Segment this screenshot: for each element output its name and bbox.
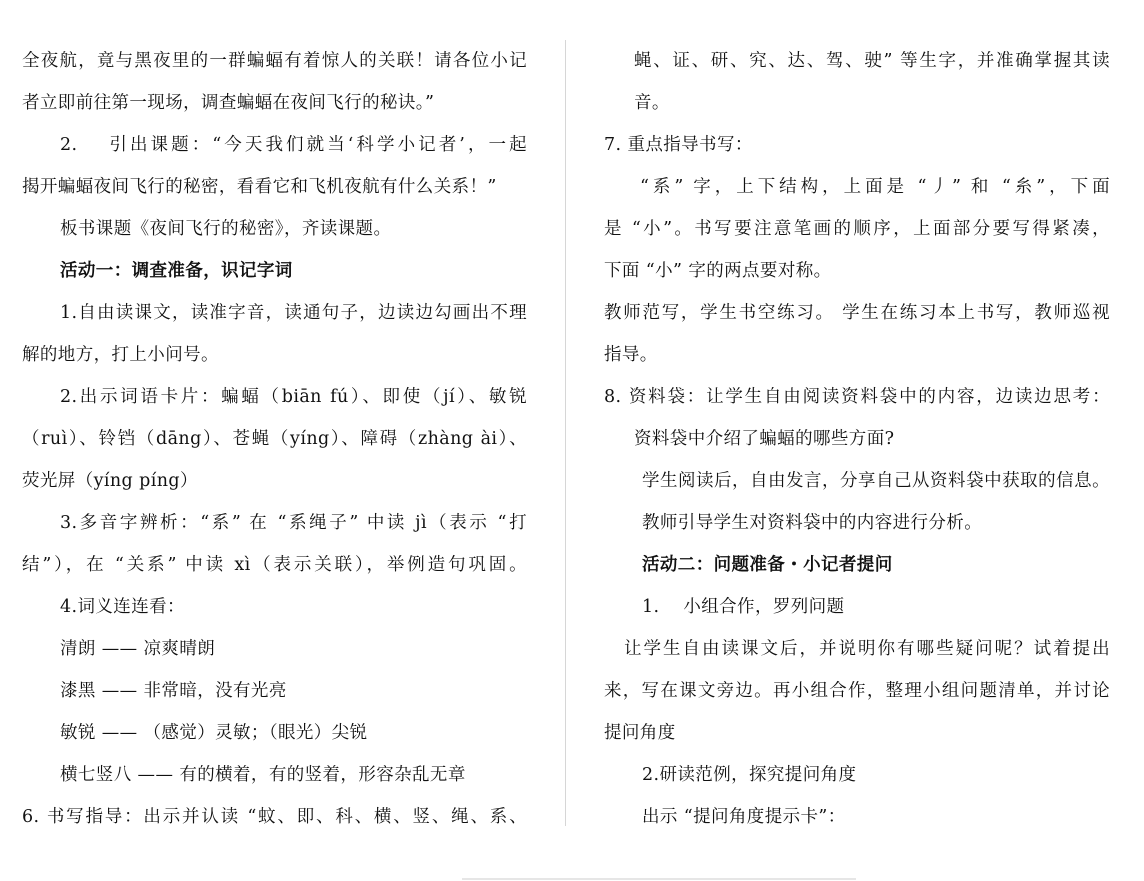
text-line: 解的地方，打上小问号。 xyxy=(22,345,219,365)
text-line: 8. 资料袋：让学生自由阅读资料袋中的内容，边读边思考： xyxy=(604,387,1110,407)
text-line: 教师引导学生对资料袋中的内容进行分析。 xyxy=(642,513,983,533)
text-line: 出示 “提问角度提示卡”： xyxy=(642,807,846,827)
text-line: 活动二：问题准备・小记者提问 xyxy=(642,555,893,575)
text-line: 下面 “小” 字的两点要对称。 xyxy=(604,261,832,281)
text-line: （ruì）、铃铛（dāng）、苍蝇（yíng）、障碍（zhàng ài）、 xyxy=(22,429,527,449)
text-line: 1.自由读课文，读准字音，读通句子，边读边勾画出不理 xyxy=(60,303,527,323)
text-line: 结”），在 “关系” 中读 xì（表示关联），举例造句巩固。 xyxy=(22,555,527,575)
text-line: 音。 xyxy=(634,93,670,113)
text-line: 提问角度 xyxy=(604,723,676,743)
text-line: 2. 引出课题：“今天我们就当‘科学小记者’，一起 xyxy=(60,135,527,155)
text-line: “系” 字，上下结构，上面是 “丿” 和 “糸”，下面 xyxy=(640,177,1110,197)
text-line: 1. 小组合作，罗列问题 xyxy=(642,597,845,617)
text-line: 者立即前往第一现场，调查蝙蝠在夜间飞行的秘诀。” xyxy=(22,93,435,113)
text-line: 揭开蝙蝠夜间飞行的秘密，看看它和飞机夜航有什么关系！” xyxy=(22,177,497,197)
text-line: 让学生自由读课文后，并说明你有哪些疑问呢？试着提出 xyxy=(624,639,1110,659)
text-line: 全夜航，竟与黑夜里的一群蝙蝠有着惊人的关联！请各位小记 xyxy=(22,51,527,71)
text-line: 清朗 —— 凉爽晴朗 xyxy=(60,639,216,659)
text-line: 2.研读范例，探究提问角度 xyxy=(642,765,857,785)
text-line: 7. 重点指导书写： xyxy=(604,135,753,155)
text-line: 板书课题《夜间飞行的秘密》，齐读课题。 xyxy=(60,219,392,239)
text-line: 教师范写，学生书空练习。 学生在练习本上书写，教师巡视 xyxy=(604,303,1110,323)
column-divider xyxy=(565,40,566,826)
text-line: 横七竖八 —— 有的横着，有的竖着，形容杂乱无章 xyxy=(60,765,466,785)
text-line: 活动一：调查准备，识记字词 xyxy=(60,261,293,281)
text-line: 荧光屏（yíng píng） xyxy=(22,471,198,491)
text-line: 6. 书写指导：出示并认读 “蚊、即、科、横、竖、绳、系、 xyxy=(22,807,527,827)
text-line: 来，写在课文旁边。再小组合作，整理小组问题清单，并讨论 xyxy=(604,681,1110,701)
page-bottom-edge xyxy=(462,878,856,880)
text-line: 3.多音字辨析：“系” 在 “系绳子” 中读 jì（表示 “打 xyxy=(60,513,527,533)
text-line: 敏锐 —— （感觉）灵敏；（眼光）尖锐 xyxy=(60,723,368,743)
text-line: 4.词义连连看： xyxy=(60,597,185,617)
text-line: 2.出示词语卡片：蝙蝠（biān fú）、即使（jí）、敏锐 xyxy=(60,387,527,407)
text-line: 资料袋中介绍了蝙蝠的哪些方面? xyxy=(634,429,895,449)
text-line: 学生阅读后，自由发言，分享自己从资料袋中获取的信息。 xyxy=(642,471,1110,491)
text-line: 蝇、证、研、究、达、驾、驶” 等生字，并准确掌握其读 xyxy=(634,51,1110,71)
text-line: 是 “小”。书写要注意笔画的顺序，上面部分要写得紧凑， xyxy=(604,219,1110,239)
text-line: 指导。 xyxy=(604,345,658,365)
text-line: 漆黑 —— 非常暗，没有光亮 xyxy=(60,681,287,701)
